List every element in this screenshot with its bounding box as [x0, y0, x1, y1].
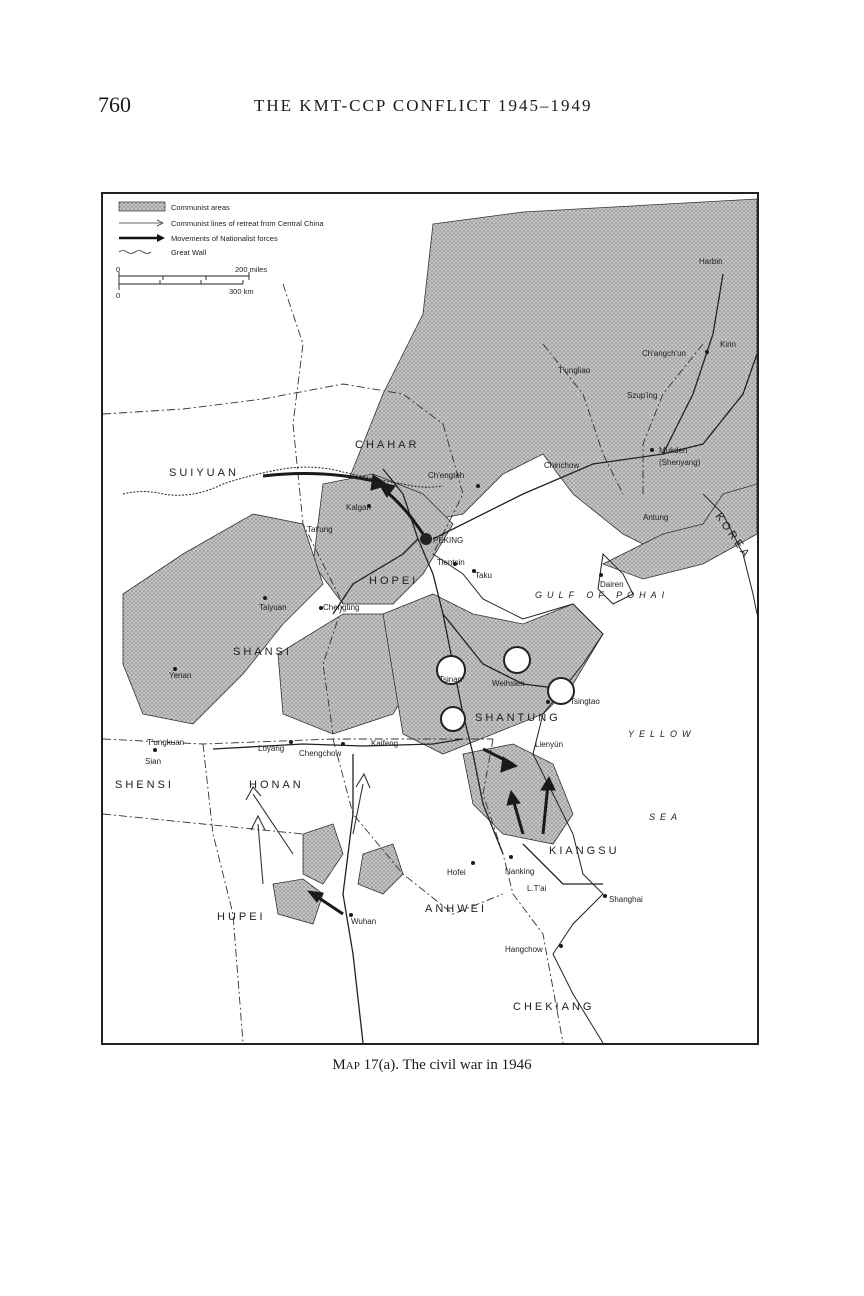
city-nanking: Nanking [505, 867, 535, 876]
legend-communist-areas: Communist areas [171, 203, 230, 212]
caption-text: 17(a). The civil war in 1946 [363, 1057, 532, 1073]
province-shantung: SHANTUNG [475, 712, 561, 724]
city-wuhan: Wuhan [351, 917, 377, 926]
legend-great-wall: Great Wall [171, 248, 207, 257]
honan-pocket-area [303, 824, 343, 884]
province-kiangsu: KIANGSU [549, 845, 620, 857]
hupei-pocket-area [273, 879, 323, 924]
city-kaifeng: Kaifeng [371, 739, 399, 748]
city-loyang: Loyang [258, 744, 285, 753]
city-hofei: Hofei [447, 868, 466, 877]
province-honan: HONAN [249, 779, 304, 791]
scale-km: 300 km [229, 287, 254, 296]
province-chahar: CHAHAR [355, 439, 420, 451]
city-tatung: Tat'ung [307, 525, 333, 534]
city-peking: PEKING [433, 536, 464, 545]
province-chekiang: CHEKIANG [513, 1001, 595, 1013]
civil-war-map [103, 194, 757, 1043]
legend-retreat-lines: Communist lines of retreat from Central China [171, 219, 324, 228]
scale-zero-km: 0 [116, 291, 121, 300]
city-tungliao: T'ungliao [558, 366, 591, 375]
province-shansi: SHANSI [233, 646, 292, 658]
caption-prefix: Map [332, 1057, 360, 1073]
city-kirin: Kirin [720, 340, 737, 349]
city-taiyuan: Taiyuan [259, 603, 287, 612]
city-antung: Antung [643, 513, 669, 522]
page-number: 760 [98, 92, 131, 117]
map-caption [0, 1057, 864, 1074]
sea-gulf-of-pohai: GULF OF POHAI [535, 590, 670, 600]
city-chinchow: Chinchow [544, 461, 580, 470]
city-tsinan: Tsinan [439, 675, 463, 684]
city-taku: Taku [475, 571, 492, 580]
city-harbin: Harbin [699, 257, 723, 266]
city-changchun: Ch'angch'un [642, 349, 686, 358]
city-kalgan: Kalgan [346, 503, 371, 512]
city-chengteh: Ch'engteh [428, 471, 465, 480]
city-chengchow: Chengchow [299, 749, 342, 758]
city-tsingtao: Tsingtao [570, 697, 600, 706]
country-korea: KOREA [712, 510, 754, 562]
province-hupei: HUPEI [217, 911, 266, 923]
city-hangchow: Hangchow [505, 945, 543, 954]
city-lienyun: Lienyün [535, 740, 564, 749]
scale-zero-miles: 0 [116, 265, 121, 274]
city-szuping: Szup'ing [627, 391, 658, 400]
city-weihsien: Weihsien [492, 679, 525, 688]
city-shenyang: (Shenyang) [659, 458, 701, 467]
province-suiyuan: SUIYUAN [169, 467, 239, 479]
running-title: THE KMT-CCP CONFLICT 1945–1949 [254, 96, 593, 115]
scale-miles: 200 miles [235, 265, 268, 274]
anhwei-pocket-area [358, 844, 403, 894]
city-yenan: Yenan [169, 671, 192, 680]
province-hopei: HOPEI [369, 575, 419, 587]
shantung-area [383, 594, 603, 754]
sea-yellow: YELLOW [628, 729, 696, 739]
city-chengting: Chengting [323, 603, 360, 612]
city-shanghai: Shanghai [609, 895, 643, 904]
city-dairen: Dairen [600, 580, 624, 589]
province-anhwei: ANHWEI [425, 903, 487, 915]
city-tientsin: Tientsin [437, 558, 465, 567]
kiangsu-area [463, 744, 573, 844]
city-mukden: Mukden [659, 446, 688, 455]
legend [116, 202, 324, 300]
sea-sea: SEA [649, 812, 683, 822]
city-l-tai: L.T'ai [527, 884, 547, 893]
city-sian: Sian [145, 757, 162, 766]
map-frame [101, 192, 759, 1045]
legend-nationalist-movements: Movements of Nationalist forces [171, 234, 278, 243]
city-tungkuan: T'ungkuan [147, 738, 185, 747]
province-shensi: SHENSI [115, 779, 174, 791]
